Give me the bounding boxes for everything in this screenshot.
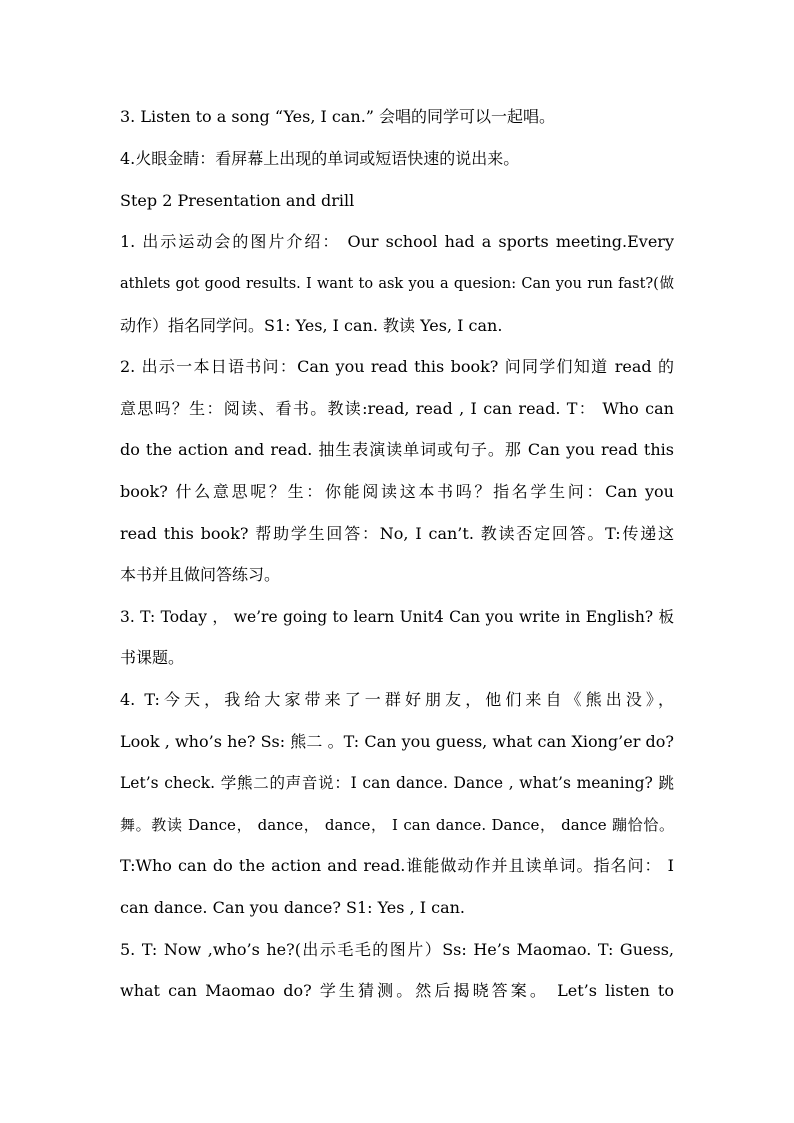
- text-line: do the action and read. 抽生表演读单词或句子。那 Can you read this: [120, 440, 674, 459]
- text-line: 1. 出示运动会的图片介绍： Our school had a sports meeting.Every: [120, 232, 674, 251]
- text-line: 4. T:今天，我给大家带来了一群好朋友，他们来自《熊出没》，: [120, 690, 674, 709]
- text-line: Look , who’s he? Ss: 熊二 。T: Can you guess, what can Xiong’er do?: [120, 732, 674, 751]
- text-line: 意思吗？生：阅读、看书。教读:read, read , I can read. T： Who can: [120, 399, 674, 418]
- text-line: can dance. Can you dance? S1: Yes , I can.: [120, 898, 466, 917]
- text-line: athlets got good results. I want to ask you a quesion: Can you run fast?(做: [120, 276, 674, 292]
- text-line: what can Maomao do? 学生猜测。然后揭晓答案。 Let’s listen to: [120, 981, 674, 1000]
- section-heading: Step 2 Presentation and drill: [120, 191, 355, 210]
- text-line: 5. T: Now ,who’s he?(出示毛毛的图片）Ss: He’s Maomao. T: Guess,: [120, 940, 674, 959]
- text-line: 动作）指名同学问。S1: Yes, I can. 教读 Yes, I can.: [120, 316, 503, 335]
- text-line: 书课题。: [120, 648, 185, 667]
- text-line: 本书并且做问答练习。: [120, 565, 281, 584]
- text-line: Let’s check. 学熊二的声音说：I can dance. Dance , what’s meaning? 跳: [120, 774, 674, 792]
- text-line: 3. T: Today ， we’re going to learn Unit4 Can you write in English? 板: [120, 608, 674, 626]
- text-line: 4.火眼金睛：看屏幕上出现的单词或短语快速的说出来。: [120, 149, 520, 168]
- text-line: read this book? 帮助学生回答：No, I can’t. 教读否定回答。T:传递这: [120, 524, 674, 543]
- text-line: 3. Listen to a song “Yes, I can.” 会唱的同学可以一起唱。: [120, 107, 556, 126]
- text-line: T:Who can do the action and read.谁能做动作并且读单词。指名问： I: [120, 856, 674, 875]
- text-line: book? 什么意思呢？生：你能阅读这本书吗？指名学生问：Can you: [120, 482, 674, 501]
- text-line: 舞。教读 Dance， dance， dance， I can dance. Dance， dance 蹦恰恰。: [120, 816, 674, 834]
- text-line: 2. 出示一本日语书问：Can you read this book? 问同学们知道 read 的: [120, 357, 674, 376]
